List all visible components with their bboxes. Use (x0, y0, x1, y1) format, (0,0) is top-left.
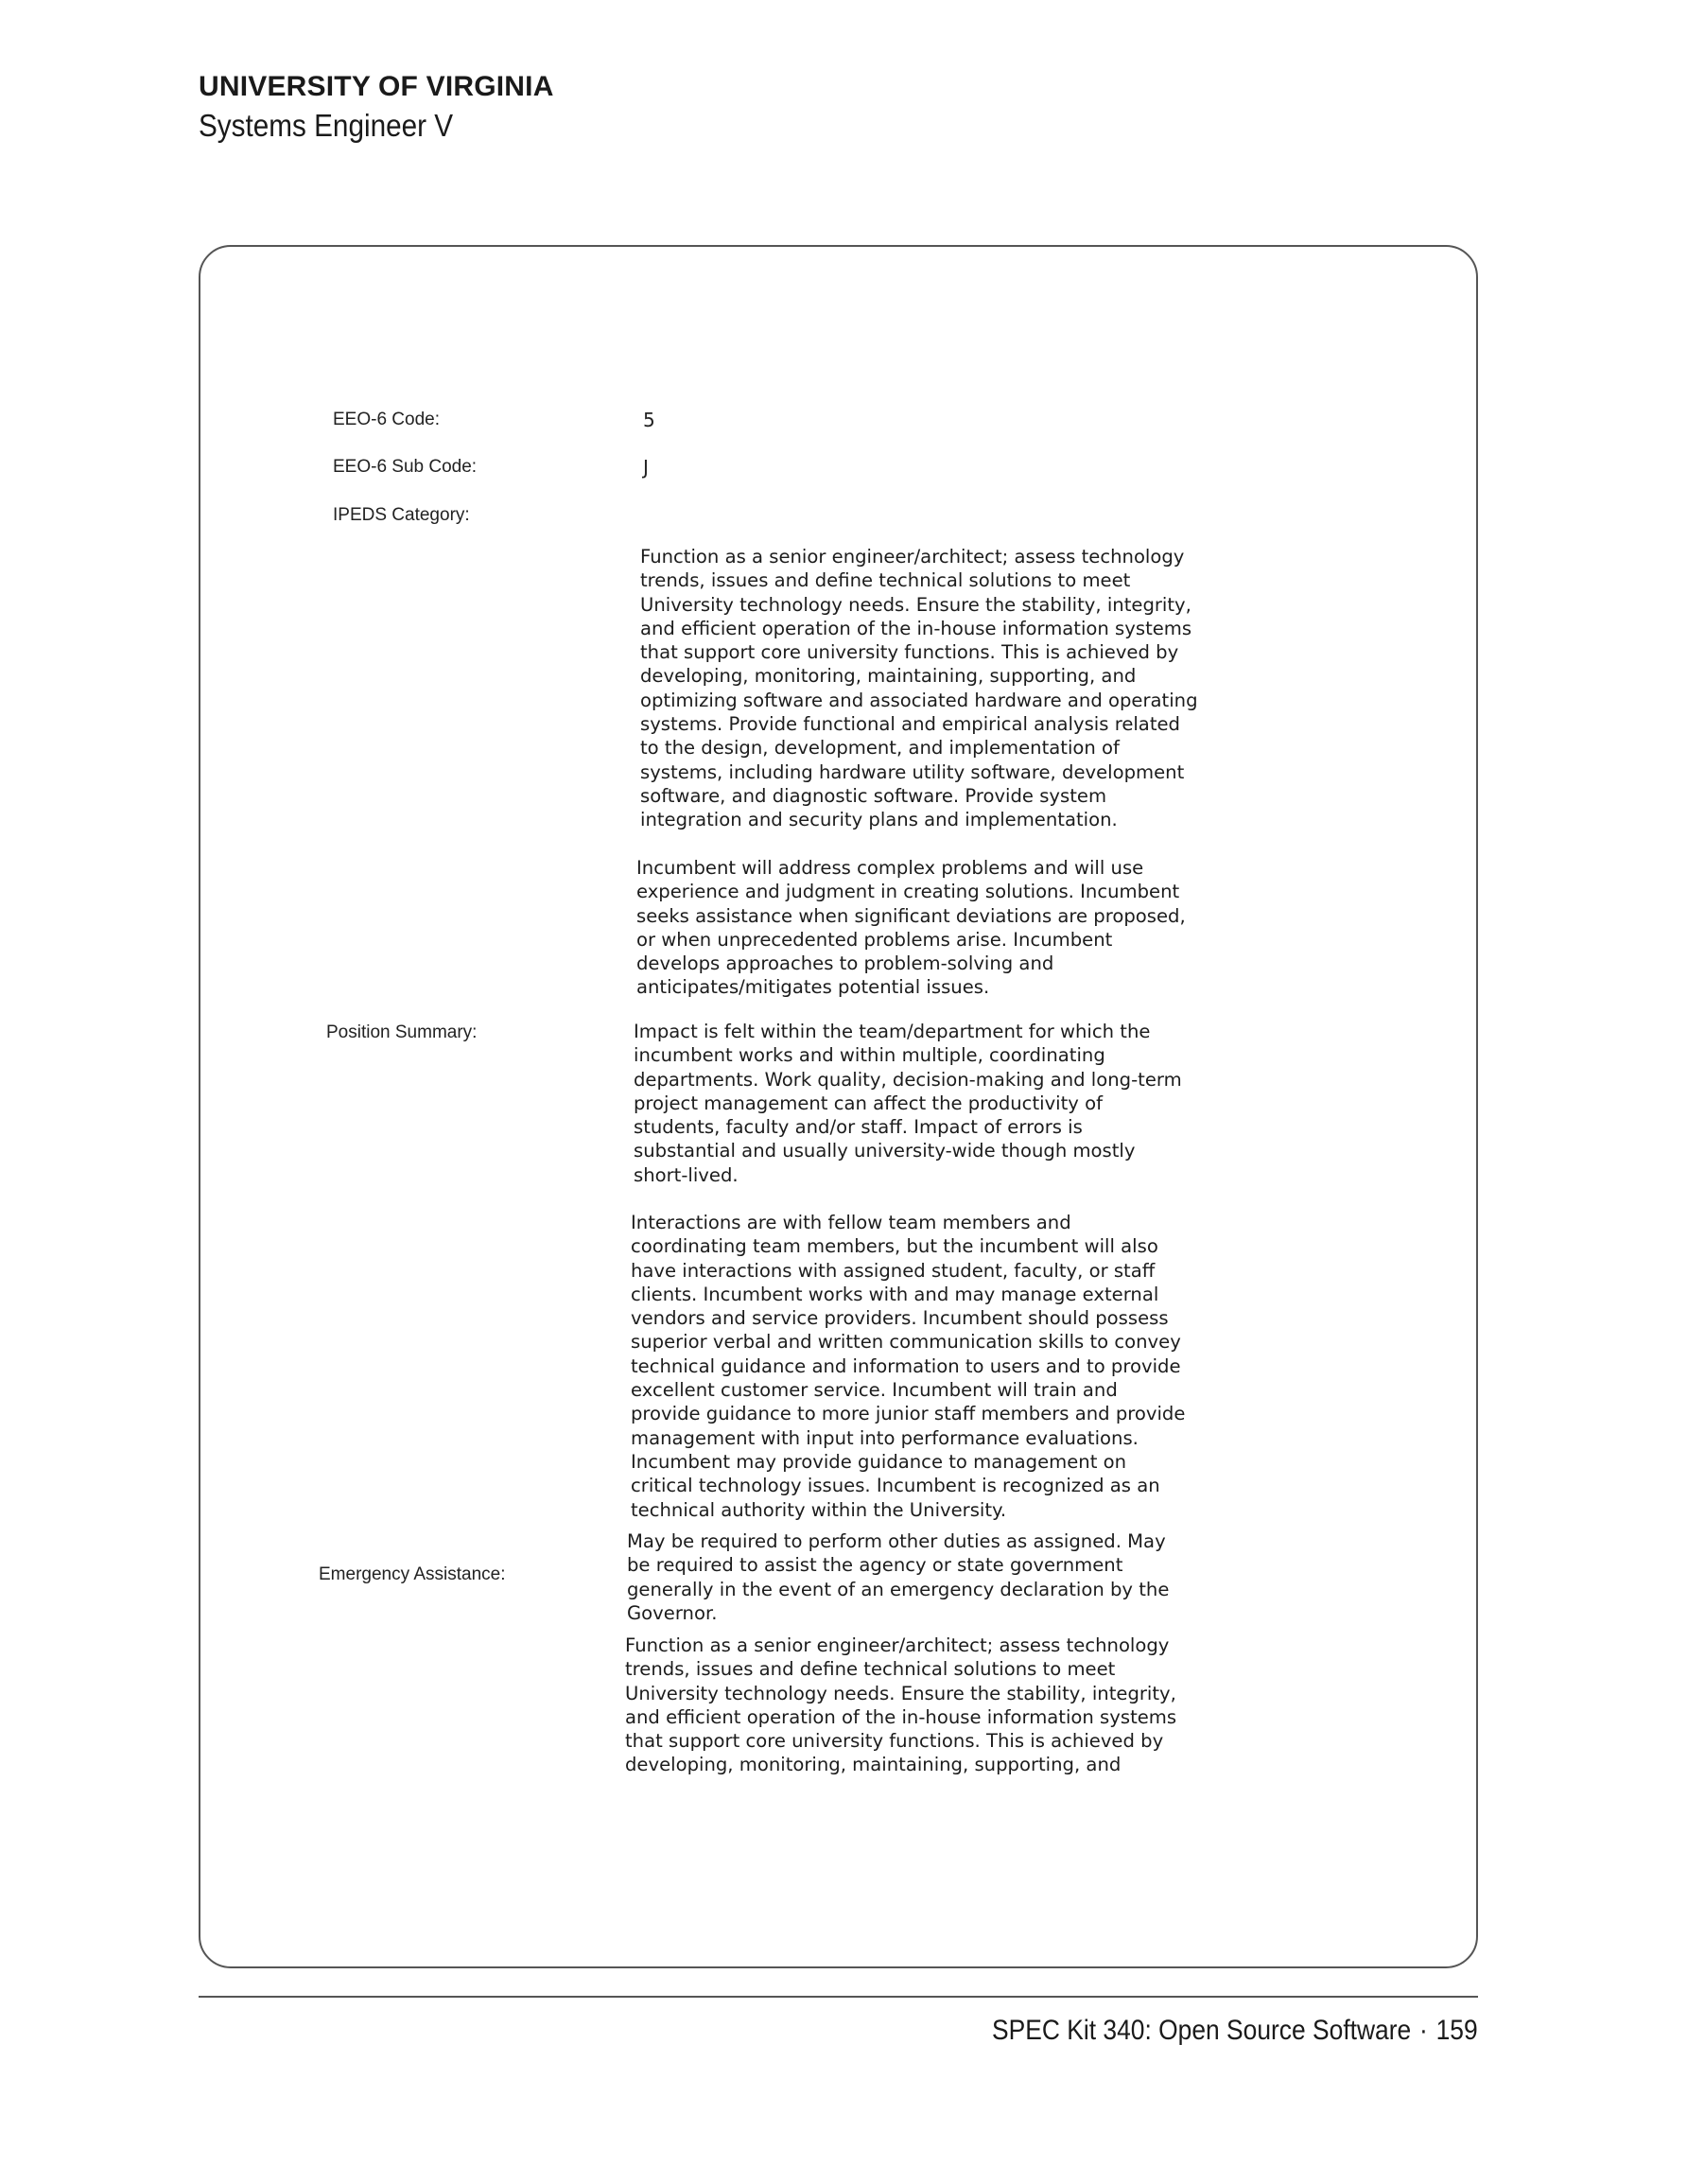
ipeds-category-label: IPEDS Category: (333, 505, 470, 525)
eeo6-code-value: 5 (643, 409, 655, 431)
page-header (199, 68, 554, 146)
summary-paragraph-1: Function as a senior engineer/architect; assess technology trends, issues and define technical solutions to meet University technology needs. Ensure the stability, integrity, and efficient operation of the in-house information systems that support core university functions. This is achieved by developing, monitoring, maintaining, supporting, and optimizing software and associated hardware and operating systems. Provide functional and empirical analysis related to the design, development, and implementation of systems, including hardware utility software, development software, and diagnostic software. Provide system integration and security plans and implementation. (640, 546, 1198, 831)
page-footer (992, 2013, 1478, 2049)
summary-paragraph-3: Impact is felt within the team/department for which the incumbent works and within multiple, coordinating departments. Work quality, decision-making and long-term project management can affect the productivity of students, faculty and/or staff. Impact of errors is substantial and usually university-wide though mostly short-lived. (634, 1021, 1182, 1186)
summary-paragraph-2: Incumbent will address complex problems and will use experience and judgment in creating solutions. Incumbent seeks assistance when significant deviations are proposed, or when unprecedented problems arise. Incumbent develops approaches to problem-solving and anticipates/mitigates potential issues. (636, 857, 1186, 999)
page-number: 159 (1435, 2015, 1478, 2046)
footer-separator: · (1419, 2015, 1429, 2046)
eeo6-code-label: EEO-6 Code: (333, 410, 440, 429)
publication-title: SPEC Kit 340: Open Source Software (992, 2015, 1412, 2046)
footer-divider (199, 1996, 1478, 1998)
summary-paragraph-repeat: Function as a senior engineer/architect; assess technology trends, issues and define technical solutions to meet University technology needs. Ensure the stability, integrity, and efficient operation of the in-house information systems that support core university functions. This is achieved by developing, monitoring, maintaining, supporting, and (625, 1634, 1177, 1776)
eeo6-sub-code-value: J (643, 456, 649, 479)
job-title: Systems Engineer V (199, 108, 454, 143)
organization-name: UNIVERSITY OF VIRGINIA (199, 71, 554, 102)
summary-paragraph-4: Interactions are with fellow team members and coordinating team members, but the incumbent will also have interactions with assigned student, faculty, or staff clients. Incumbent works with and may manage external vendors and service providers. Incumbent should possess superior verbal and written communication skills to convey technical guidance and information to users and to provide excellent customer service. Incumbent will train and provide guidance to more junior staff members and provide management with input into performance evaluations. Incumbent may provide guidance to management on critical technology issues. Incumbent is recognized as an technical authority within the University. (631, 1212, 1186, 1521)
emergency-paragraph: May be required to perform other duties as assigned. May be required to assist the agency or state government generally in the event of an emergency declaration by the Governor. (627, 1530, 1170, 1624)
emergency-assistance-label: Emergency Assistance: (319, 1564, 506, 1584)
position-summary-label: Position Summary: (326, 1022, 478, 1042)
eeo6-sub-code-label: EEO-6 Sub Code: (333, 457, 478, 477)
